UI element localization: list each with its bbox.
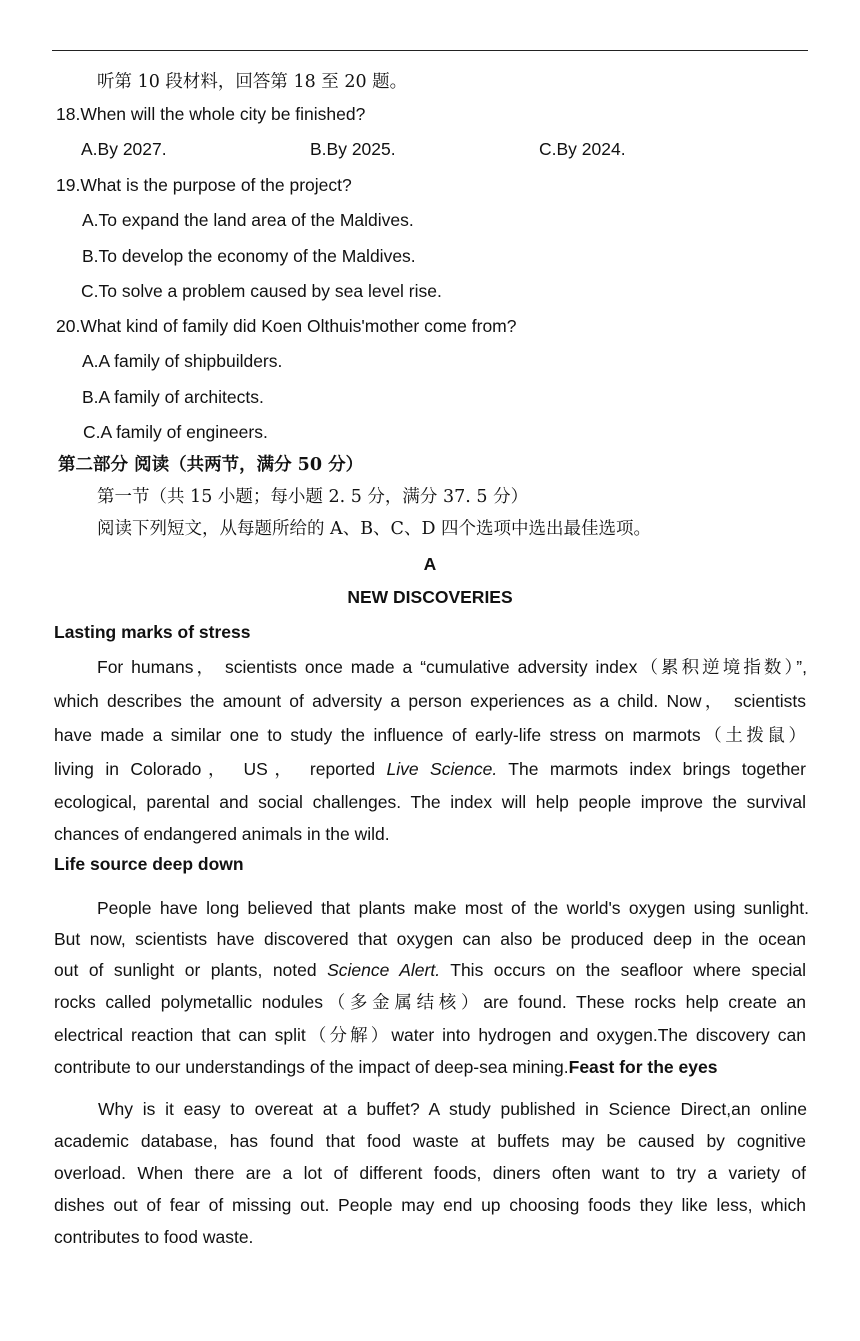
question-20-option-a: A.A family of shipbuilders. bbox=[82, 351, 283, 371]
paragraph-line: overload. When there are a lot of different foods, diners often want to try a variety of bbox=[54, 1163, 806, 1183]
section-heading-lasting-marks: Lasting marks of stress bbox=[54, 622, 251, 642]
passage-title: NEW DISCOVERIES bbox=[347, 587, 513, 607]
listening-intro: 听第 10 段材料，回答第 18 至 20 题。 bbox=[97, 72, 408, 92]
question-19-option-c: C.To solve a problem caused by sea level rise. bbox=[81, 281, 442, 301]
paragraph-line: have made a similar one to study the influence of early-life stress on marmots（土拨鼠） bbox=[54, 725, 806, 745]
paragraph-line: Why is it easy to overeat at a buffet? A study published in Science Direct,an online bbox=[98, 1099, 807, 1119]
paragraph-line: People have long believed that plants make most of the world's oxygen using sunlight. bbox=[97, 898, 809, 918]
paragraph-line: living in Colorado， US， reported Live Science. The marmots index brings together bbox=[54, 759, 806, 779]
question-19-stem: 19.What is the purpose of the project? bbox=[56, 175, 352, 195]
passage-letter: A bbox=[423, 554, 437, 574]
paragraph-line: academic database, has found that food waste at buffets may be caused by cognitive bbox=[54, 1131, 806, 1151]
paragraph-line: dishes out of fear of missing out. People may end up choosing foods they like less, which bbox=[54, 1195, 806, 1215]
section1-heading: 第一节（共 15 小题；每小题 2. 5 分，满分 37. 5 分） bbox=[97, 487, 529, 507]
paragraph-line: chances of endangered animals in the wild. bbox=[54, 824, 390, 844]
question-20-stem: 20.What kind of family did Koen Olthuis'mother come from? bbox=[56, 316, 517, 336]
question-19-option-b: B.To develop the economy of the Maldives. bbox=[82, 246, 416, 266]
paragraph-line: For humans， scientists once made a “cumulative adversity index（累积逆境指数）”, bbox=[97, 657, 807, 677]
paragraph-line: contribute to our understandings of the impact of deep-sea mining.Feast for the eyes bbox=[54, 1057, 718, 1077]
paragraph-line: rocks called polymetallic nodules（多金属结核）are found. These rocks help create an bbox=[54, 992, 806, 1012]
question-20-option-c: C.A family of engineers. bbox=[83, 422, 268, 442]
paragraph-line: which describes the amount of adversity a person experiences as a child. Now， scientists bbox=[54, 691, 806, 711]
paragraph-line: But now, scientists have discovered that oxygen can also be produced deep in the ocean bbox=[54, 929, 806, 949]
paragraph-line: out of sunlight or plants, noted Science Alert. This occurs on the seafloor where special bbox=[54, 960, 807, 980]
question-18-option-c: C.By 2024. bbox=[539, 139, 626, 159]
source-science-alert: Science Alert. bbox=[327, 960, 441, 980]
paragraph-line: ecological, parental and social challenges. The index will help people improve the survival bbox=[54, 792, 806, 812]
paragraph-line: contributes to food waste. bbox=[54, 1227, 254, 1247]
paragraph-line: electrical reaction that can split（分解）water into hydrogen and oxygen.The discovery can bbox=[54, 1025, 806, 1045]
question-20-option-b: B.A family of architects. bbox=[82, 387, 264, 407]
header-rule bbox=[52, 50, 808, 51]
question-18-option-a: A.By 2027. bbox=[81, 139, 167, 159]
question-18-option-b: B.By 2025. bbox=[310, 139, 396, 159]
source-live-science: Live Science. bbox=[386, 759, 498, 779]
part2-heading: 第二部分 阅读（共两节，满分 50 分） bbox=[58, 455, 364, 475]
reading-instruction: 阅读下列短文，从每题所给的 A、B、C、D 四个选项中选出最佳选项。 bbox=[97, 519, 652, 539]
section-heading-feast: Feast for the eyes bbox=[568, 1057, 718, 1077]
question-18-stem: 18.When will the whole city be finished? bbox=[56, 104, 366, 124]
question-19-option-a: A.To expand the land area of the Maldives. bbox=[82, 210, 414, 230]
section-heading-life-source: Life source deep down bbox=[54, 854, 244, 874]
